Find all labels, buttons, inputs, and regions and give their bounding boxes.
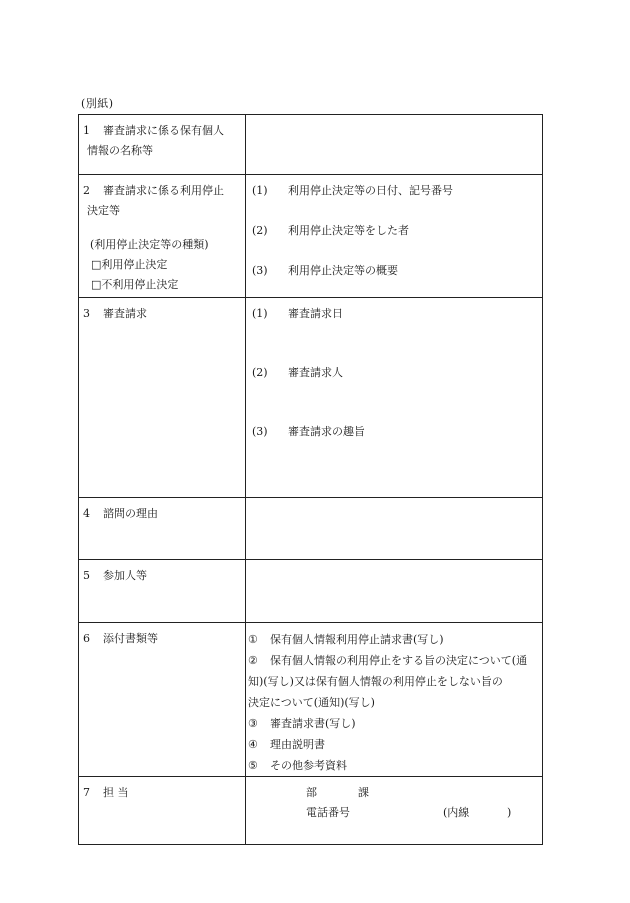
item-mark: (1): [252, 184, 268, 197]
form-row-3: [79, 298, 543, 498]
item-text: 審査請求日: [288, 307, 343, 320]
row-5-content-cell[interactable]: [246, 560, 543, 623]
extension-close: ): [507, 806, 512, 819]
attachment-item: [248, 713, 536, 734]
row-4-content-cell[interactable]: [246, 498, 543, 560]
row-number: 4: [83, 507, 90, 520]
row-number: 6: [83, 632, 90, 645]
form-row-7: [79, 777, 543, 845]
row-3-content-cell[interactable]: [246, 298, 543, 498]
row-5-label-cell: [79, 560, 246, 623]
row-number: 3: [83, 307, 90, 320]
row-6-label-cell: [79, 623, 246, 777]
item-text: 審査請求書(写し): [270, 717, 356, 730]
row-7-content-cell[interactable]: [246, 777, 543, 845]
form-row-4: [79, 498, 543, 560]
item-mark: ②: [248, 654, 258, 667]
row-4-label: 諮問の理由: [103, 507, 158, 520]
row-1-label-cell: [79, 115, 246, 175]
form-row-5: [79, 560, 543, 623]
row-6-label: 添付書類等: [103, 632, 158, 645]
row-5-label: 参加人等: [103, 569, 147, 582]
attachment-item: [248, 629, 536, 650]
form-row-1: [79, 115, 543, 175]
extension-open: (内線: [443, 806, 470, 819]
row-2-label-line1: 審査請求に係る利用停止: [103, 184, 224, 197]
row-number: 7: [83, 786, 90, 799]
row-1-content-cell[interactable]: [246, 115, 543, 175]
dept-label: 部: [306, 786, 317, 799]
contact-phone-line: [252, 803, 536, 823]
phone-label: 電話番号: [306, 806, 350, 819]
item-mark: ①: [248, 633, 258, 646]
item-text: その他参考資料: [270, 759, 347, 772]
row-number: 2: [83, 184, 90, 197]
row-3-label-cell: [79, 298, 246, 498]
list-item: [252, 304, 536, 324]
item-mark: (2): [252, 224, 268, 237]
row-3-label: 審査請求: [103, 307, 147, 320]
item-mark: (3): [252, 425, 268, 438]
item-mark: ③: [248, 717, 258, 730]
list-item: [252, 363, 536, 383]
item-text: 利用停止決定等の概要: [288, 264, 398, 277]
row-1-label-line2: 情報の名称等: [87, 144, 153, 157]
item-text: 利用停止決定等をした者: [288, 224, 409, 237]
list-item: [252, 261, 536, 281]
attachment-item: [248, 734, 536, 755]
item-text: 審査請求人: [288, 366, 343, 379]
row-2-label-cell: [79, 175, 246, 298]
item-text: 審査請求の趣旨: [288, 425, 365, 438]
item-mark: (1): [252, 307, 268, 320]
form-table: [78, 114, 543, 845]
attachment-item-continuation: 知)(写し)又は保有個人情報の利用停止をしない旨の: [248, 675, 503, 688]
row-2-label-line2: 決定等: [87, 204, 120, 217]
form-row-6: [79, 623, 543, 777]
row-number: 5: [83, 569, 90, 582]
item-mark: ⑤: [248, 759, 258, 772]
list-item: [252, 221, 536, 241]
decision-kind-heading: (利用停止決定等の種類): [90, 238, 209, 251]
decision-kind-option-no-stop[interactable]: □不利用停止決定: [91, 278, 179, 291]
item-mark: (2): [252, 366, 268, 379]
list-item: [252, 181, 536, 201]
row-2-content-cell[interactable]: [246, 175, 543, 298]
item-mark: ④: [248, 738, 258, 751]
item-text: 保有個人情報の利用停止をする旨の決定について(通: [270, 654, 528, 667]
decision-kind-option-stop[interactable]: □利用停止決定: [91, 258, 168, 271]
form-row-2: [79, 175, 543, 298]
page-note: (別紙): [81, 97, 114, 110]
section-label: 課: [358, 786, 369, 799]
row-6-content-cell[interactable]: [246, 623, 543, 777]
row-7-label: 担 当: [103, 786, 129, 799]
contact-dept-line: [252, 783, 536, 803]
list-item: [252, 422, 536, 442]
item-mark: (3): [252, 264, 268, 277]
attachment-item: [248, 755, 536, 776]
row-number: 1: [83, 124, 90, 137]
item-text: 利用停止決定等の日付、記号番号: [288, 184, 453, 197]
item-text: 保有個人情報利用停止請求書(写し): [270, 633, 444, 646]
row-4-label-cell: [79, 498, 246, 560]
item-text: 理由説明書: [270, 738, 325, 751]
attachment-item: [248, 650, 536, 671]
attachment-item-continuation: 決定について(通知)(写し): [248, 696, 375, 709]
row-1-label-line1: 審査請求に係る保有個人: [103, 124, 224, 137]
row-7-label-cell: [79, 777, 246, 845]
